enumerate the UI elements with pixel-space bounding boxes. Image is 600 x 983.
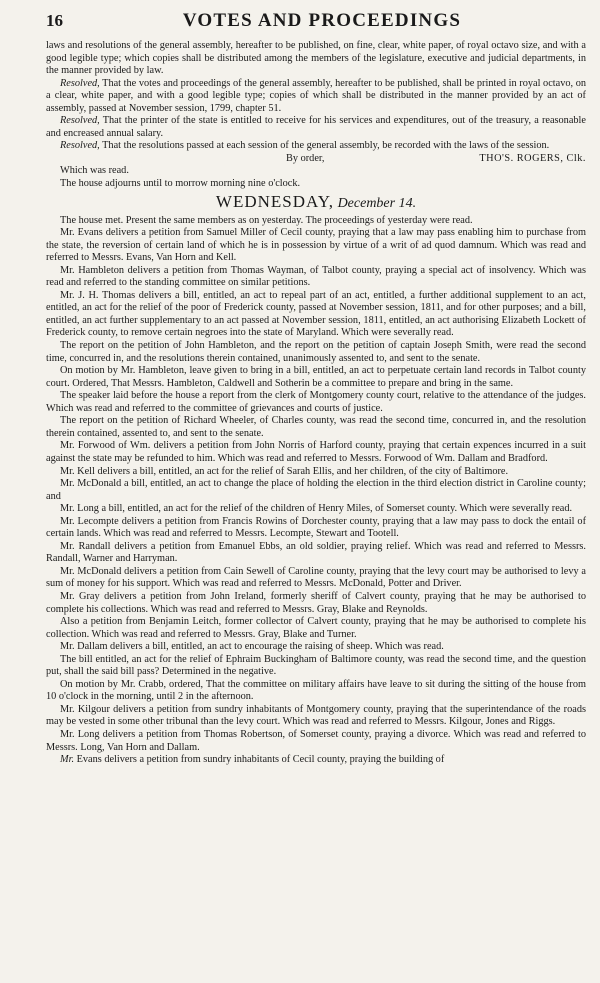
- paragraph: [46, 478, 586, 503]
- paragraph-text: On motion by Mr. Crabb, ordered, That the committee on military affairs have leave to sit during the sitting of the house from 10 o'clock in the morning, until 2 in the afternoon.: [46, 678, 586, 703]
- paragraph-text: The house met. Present the same members as on yesterday. The proceedings of yesterday were read.: [60, 214, 473, 226]
- paragraph-text: Mr. Hambleton delivers a petition from Thomas Wayman, of Talbot county, praying a special act of insolvency. Which was read and referred to the standing committee on similar petitions.: [46, 264, 586, 289]
- paragraph-text: Mr. J. H. Thomas delivers a bill, entitled, an act to repeal part of an act, entitled, a further additional supplement to an act, entitled, an act for the relief of the poor of Frederick county, passed at November session, 1811, and for other purposes; and a bill, entitled, an act further supplementary to an act passed at November session, 1811, entitled, an act authorising Elizabeth Lockett of Frederick county, to remove certain negroes into the state of Maryland. Which were severally read.: [46, 289, 586, 339]
- paragraph-text: On motion by Mr. Hambleton, leave given to bring in a bill, entitled, an act to perpetuate certain land records in Talbot county court. Ordered, That Messrs. Hambleton, Caldwell and Sotherin be a committee to prepare and bring in the same.: [46, 365, 586, 389]
- paragraph-text: Mr. Kell delivers a bill, entitled, an act for the relief of Sarah Ellis, and her children, of the city of Baltimore.: [60, 465, 509, 477]
- paragraph-text: The bill entitled, an act for the relief of Ephraim Buckingham of Baltimore county, was read the second time, and the question put, shall the said bill pass? Determined in the negative.: [46, 653, 586, 678]
- paragraph-text: Mr. Long delivers a petition from Thomas Robertson, of Somerset county, praying a divorce. Which was read and referred to Messrs. Long, Van Horn and Dallam.: [46, 728, 586, 753]
- paragraph: [46, 290, 586, 340]
- page-number: 16: [46, 11, 63, 30]
- paragraph-text: Mr. McDonald a bill, entitled, an act to change the place of holding the election in the third election district in Caroline county; and: [46, 478, 586, 502]
- paragraph: [46, 340, 586, 365]
- paragraph: [46, 440, 586, 465]
- signature-clerk: THO'S. ROGERS, Clk.: [479, 152, 586, 164]
- paragraph: [46, 40, 586, 78]
- paragraph: [46, 503, 586, 516]
- paragraph: [46, 591, 586, 616]
- main-paragraphs: [46, 215, 586, 767]
- paragraph: [46, 215, 586, 228]
- paragraph-text: Mr. Dallam delivers a bill, entitled, an act to encourage the raising of sheep. Which was read.: [60, 641, 444, 653]
- paragraph: [46, 754, 586, 767]
- day-heading: [46, 193, 586, 213]
- day-heading-date: December 14.: [334, 195, 417, 211]
- paragraph: [46, 390, 586, 415]
- paragraph-text: Mr. Evans delivers a petition from Samuel Miller of Cecil county, praying that a law may pass enabling him to purchase from the state, the reversion of certain land of which he is in possession by virtue of a writ of ad quod damnum. Which was read and referred to Messrs. Evans, Van Horn and Kell.: [46, 227, 586, 264]
- paragraph-text: Mr. Kilgour delivers a petition from sundry inhabitants of Montgomery county, praying that the superintendance of the roads may be vested in some other tribunal than the levy court. Which was read and referred to Messrs. Kilgour, Jones and Riggs.: [46, 703, 586, 728]
- paragraph: [46, 541, 586, 566]
- paragraph: [46, 178, 586, 191]
- paragraph: [46, 616, 586, 641]
- paragraph: [46, 729, 586, 754]
- paragraph: [46, 265, 586, 290]
- top-paragraphs: [46, 40, 586, 153]
- paragraph: [46, 704, 586, 729]
- paragraph-lead: Resolved,: [60, 77, 100, 89]
- paragraph: [46, 679, 586, 704]
- paragraph-text: Mr. McDonald delivers a petition from Cain Sewell of Caroline county, praying that the levy court may be authorised to levy a sum of money for his support. Which was read and referred to Messrs. McDonald, Potter and Driver.: [46, 565, 586, 590]
- paragraph-text: The house adjourns until to morrow morning nine o'clock.: [60, 178, 301, 190]
- paragraph-text: Mr. Long a bill, entitled, an act for the relief of the children of Henry Miles, of Somerset county. Which were severally read.: [60, 503, 573, 515]
- paragraph: [46, 115, 586, 140]
- paragraph: [46, 466, 586, 479]
- paragraph-text: That the printer of the state is entitled to receive for his services and expenditures, out of the treasury, a reasonable and encreased annual salary.: [46, 115, 586, 139]
- paragraph-text: The speaker laid before the house a report from the clerk of Montgomery county court, relative to the attendance of the judges. Which was read and referred to the committee of grievances and courts of justice.: [46, 390, 586, 414]
- page-header: [46, 10, 586, 40]
- paragraph: [46, 654, 586, 679]
- paragraph-lead: Resolved,: [60, 140, 100, 152]
- paragraph: [46, 566, 586, 591]
- paragraph-text: That the resolutions passed at each session of the general assembly, be recorded with the laws of the session.: [99, 140, 550, 152]
- signature-left: [60, 153, 286, 166]
- signature-by-order: By order,: [286, 152, 325, 164]
- paragraph-text: Which was read.: [60, 165, 129, 177]
- paragraph: [46, 516, 586, 541]
- paragraph: [46, 227, 586, 265]
- paragraph-lead: Mr.: [60, 754, 75, 766]
- paragraph-text: Mr. Gray delivers a petition from John Ireland, formerly sheriff of Calvert county, praying that he may be authorised to complete his collections. Which was read and referred to Messrs. Gray, Blake and Reynolds.: [46, 590, 586, 615]
- paragraph-text: Also a petition from Benjamin Leitch, former collector of Calvert county, praying that he may be authorised to complete his collection. Which was read and referred to Messrs. Gray, Blake and Turner.: [46, 616, 586, 640]
- paragraph-text: The report on the petition of Richard Wheeler, of Charles county, was read the second time, concurred in, and the resolution therein contained, assented to, and sent to the senate.: [46, 415, 586, 439]
- paragraph-text: laws and resolutions of the general assembly, hereafter to be published, on fine, clear, white paper, of royal octavo size, and with a good legible type; which copies shall be distributed among the members of the legislature, executive and judicial departments, in the manner provided by law.: [46, 40, 586, 77]
- day-heading-day: WEDNESDAY,: [215, 191, 335, 211]
- paragraph-text: The report on the petition of John Hambleton, and the report on the petition of captain Joseph Smith, were read the second time, concurred in, and the resolutions therein contained, unanimously assented to, and sent to the senate.: [46, 340, 586, 364]
- adjournment-paragraphs: [46, 165, 586, 190]
- paragraph-text: That the votes and proceedings of the general assembly, hereafter to be published, shall be printed in royal octavo, on a clear, white paper, and with a good legible type; copies of which shall be distributed in the manner provided by an act of assembly, passed at November session, 1799, chapter 51.: [46, 77, 586, 114]
- paragraph-text: Evans delivers a petition from sundry inhabitants of Cecil county, praying the building of: [74, 754, 445, 766]
- paragraph: [46, 78, 586, 116]
- paragraph-text: Mr. Randall delivers a petition from Emanuel Ebbs, an old soldier, praying relief. Which was read and referred to Messrs. Randall, Warner and Harryman.: [46, 540, 586, 565]
- body-text: [46, 40, 586, 767]
- running-head: VOTES AND PROCEEDINGS: [182, 10, 462, 31]
- paragraph-text: Mr. Lecompte delivers a petition from Francis Rowins of Dorchester county, praying that a law may pass to dock the entail of certain lands. Which was read and referred to Messrs. Lecompte, Stewart and Tootell.: [46, 515, 586, 540]
- paragraph-lead: Resolved,: [60, 115, 100, 127]
- paragraph: [46, 140, 586, 153]
- paragraph: [46, 415, 586, 440]
- paragraph-text: Mr. Forwood of Wm. delivers a petition from John Norris of Harford county, praying that certain expences incurred in a suit against the state may be refunded to him. Which was read and referred to Messrs. Forwood of Wm. Dallam and Bradford.: [46, 440, 586, 464]
- paragraph: [46, 641, 586, 654]
- paragraph: [46, 165, 586, 178]
- signature-line: [46, 153, 586, 166]
- paragraph: [46, 365, 586, 390]
